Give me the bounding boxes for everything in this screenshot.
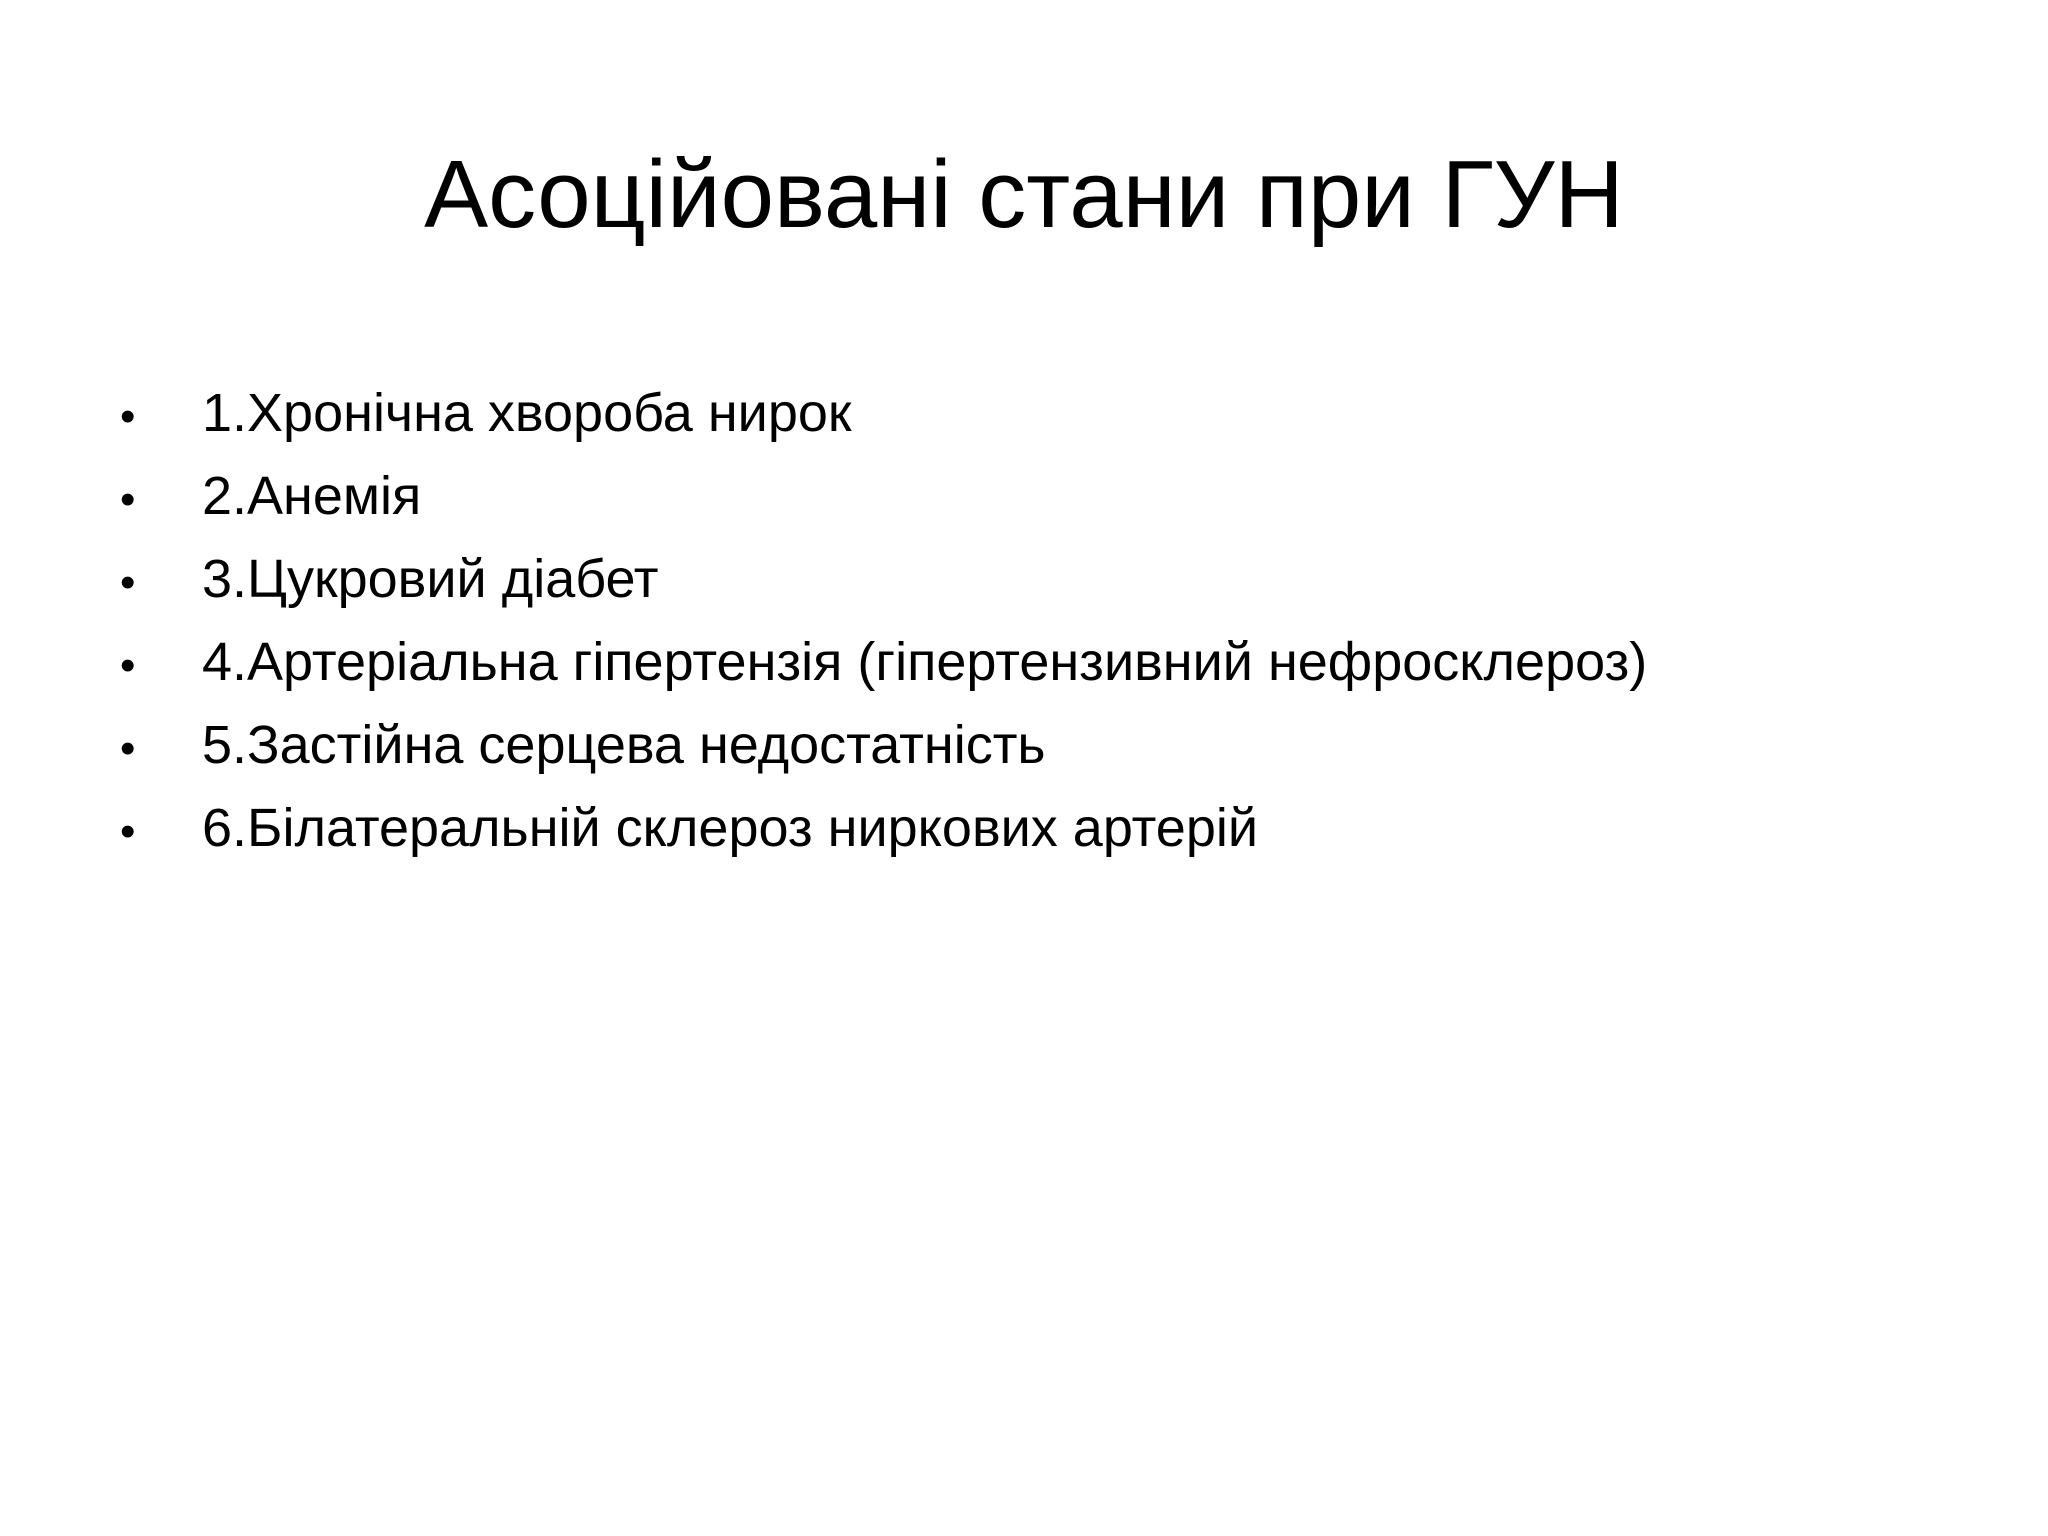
list-item: [120, 372, 1647, 455]
list-item-text: 5.Застійна серцева недостатність: [202, 715, 1046, 775]
list-item-text: 4.Артеріальна гіпертензія (гіпертензивний нефросклероз): [202, 632, 1648, 692]
list-item: [120, 704, 1647, 787]
list-item-text: 6.Білатеральній склероз ниркових артерій: [202, 798, 1259, 858]
list-item-text: 1.Хронічна хвороба нирок: [202, 383, 852, 443]
list-item: [120, 787, 1647, 870]
bullet-icon: •: [120, 724, 136, 773]
bullet-list: [120, 372, 1647, 870]
slide-title: Асоційовані стани при ГУН: [424, 141, 1624, 248]
list-item-text: 3.Цукровий діабет: [202, 549, 659, 609]
bullet-icon: •: [120, 807, 136, 856]
list-item: [120, 538, 1647, 621]
bullet-icon: •: [120, 641, 136, 690]
list-item: [120, 455, 1647, 538]
bullet-icon: •: [120, 475, 136, 524]
list-item-text: 2.Анемія: [202, 466, 422, 526]
bullet-icon: •: [120, 558, 136, 607]
bullet-icon: •: [120, 392, 136, 441]
list-item: [120, 621, 1647, 704]
